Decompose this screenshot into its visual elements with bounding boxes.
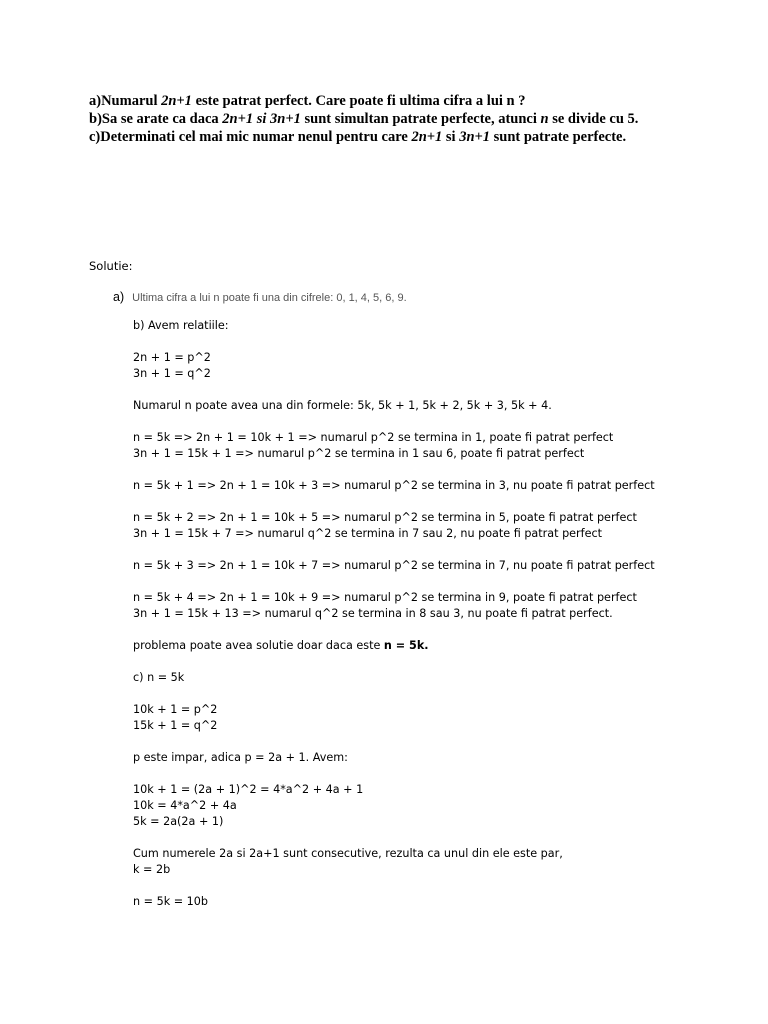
solution-line: n = 5k + 1 => 2n + 1 = 10k + 3 => numarul p^2 se termina in 3, nu poate fi patrat perfect: [133, 479, 655, 492]
solution-line: 5k = 2a(2a + 1): [133, 815, 224, 828]
solution-line: b) Avem relatiile:: [133, 319, 229, 332]
solution-line: n = 5k = 10b: [133, 895, 208, 908]
solution-line: n = 5k + 2 => 2n + 1 = 10k + 5 => numarul p^2 se termina in 5, poate fi patrat perfect: [133, 511, 637, 524]
solution-line: 15k + 1 = q^2: [133, 719, 218, 732]
blank-line: [133, 494, 753, 510]
solution-line: Numarul n poate avea una din formele: 5k, 5k + 1, 5k + 2, 5k + 3, 5k + 4.: [133, 399, 552, 412]
solution-body: [133, 318, 753, 910]
blank-line: [133, 574, 753, 590]
solution-line: n = 5k + 3 => 2n + 1 = 10k + 7 => numarul p^2 se termina in 7, nu poate fi patrat perfect: [133, 559, 655, 572]
solution-line: 10k + 1 = p^2: [133, 703, 218, 716]
problem-a: a)Numarul 2n+1 este patrat perfect. Care poate fi ultima cifra a lui n ?: [89, 93, 526, 109]
solution-line: k = 2b: [133, 863, 171, 876]
solution-a-text: Ultima cifra a lui n poate fi una din cifrele: 0, 1, 4, 5, 6, 9.: [132, 292, 407, 304]
solution-line: 10k = 4*a^2 + 4a: [133, 799, 237, 812]
blank-line: [133, 830, 753, 846]
solution-a: [113, 288, 407, 306]
solution-line: 2n + 1 = p^2: [133, 351, 211, 364]
solution-line: 3n + 1 = 15k + 7 => numarul q^2 se termina in 7 sau 2, nu poate fi patrat perfect: [133, 527, 603, 540]
blank-line: [133, 382, 753, 398]
blank-line: [133, 542, 753, 558]
blank-line: [133, 686, 753, 702]
solution-heading: Solutie:: [89, 259, 133, 273]
blank-line: [133, 766, 753, 782]
solution-b-lines: [133, 318, 753, 622]
problem-c: c)Determinati cel mai mic numar nenul pentru care 2n+1 si 3n+1 sunt patrate perfecte.: [89, 129, 627, 145]
blank-line: [133, 878, 753, 894]
solution-line: n = 5k => 2n + 1 = 10k + 1 => numarul p^2 se termina in 1, poate fi patrat perfect: [133, 431, 614, 444]
solution-a-label: a): [113, 290, 125, 304]
blank-line: [133, 622, 753, 638]
solution-line: Cum numerele 2a si 2a+1 sunt consecutive, rezulta ca unul din ele este par,: [133, 847, 563, 860]
problem-b: b)Sa se arate ca daca 2n+1 si 3n+1 sunt simultan patrate perfecte, atunci n se divide cu 5.: [89, 111, 639, 127]
solution-line: n = 5k + 4 => 2n + 1 = 10k + 9 => numarul p^2 se termina in 9, poate fi patrat perfect: [133, 591, 637, 604]
solution-line: 3n + 1 = q^2: [133, 367, 211, 380]
solution-line: p este impar, adica p = 2a + 1. Avem:: [133, 751, 348, 764]
problem-statements: [89, 92, 649, 146]
solution-line: 3n + 1 = 15k + 1 => numarul p^2 se termina in 1 sau 6, poate fi patrat perfect: [133, 447, 585, 460]
blank-line: [133, 654, 753, 670]
blank-line: [133, 334, 753, 350]
solution-line: 10k + 1 = (2a + 1)^2 = 4*a^2 + 4a + 1: [133, 783, 364, 796]
conclusion-line: problema poate avea solutie doar daca este n = 5k.: [133, 639, 429, 652]
solution-line: c) n = 5k: [133, 671, 185, 684]
blank-line: [133, 462, 753, 478]
blank-line: [133, 414, 753, 430]
solution-line: 3n + 1 = 15k + 13 => numarul q^2 se termina in 8 sau 3, nu poate fi patrat perfect.: [133, 607, 613, 620]
solution-c-lines: [133, 670, 753, 910]
blank-line: [133, 734, 753, 750]
